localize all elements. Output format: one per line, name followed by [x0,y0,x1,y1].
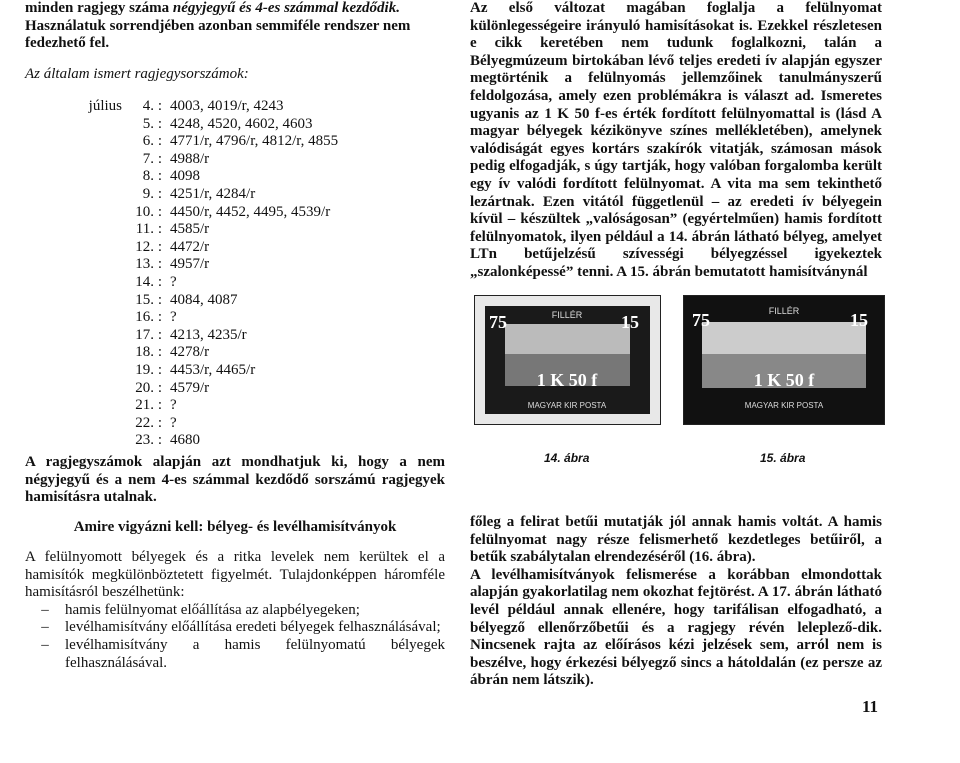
serial-values: 4098 [170,168,200,185]
list-item: 23. : 4680 [80,432,338,450]
intro-line-1b: négyjegyű és 4-es számmal kezdődik. [172,0,400,16]
day-label: 5. [142,115,154,132]
intro-line-3: fedezhető fel. [25,35,110,52]
list-item: 15. : 4084, 4087 [80,292,338,310]
list-item: 20. : 4579/r [80,380,338,398]
serial-values: 4771/r, 4796/r, 4812/r, 4855 [170,133,339,150]
figure-15-label: 15. ábra [760,451,806,465]
stamp-corner-left: 75 [489,312,507,332]
serial-values: ? [170,397,177,414]
month-label [80,256,122,274]
serial-values: 4248, 4520, 4602, 4603 [170,115,313,132]
serial-values: 4472/r [170,238,210,255]
list-item: 19. : 4453/r, 4465/r [80,362,338,380]
month-label [80,380,122,398]
serial-values: 4278/r [170,344,210,361]
serial-values: 4680 [170,432,200,449]
serial-values: ? [170,414,177,431]
stamp-corner-right: 15 [850,310,868,330]
stamp-value: 1 K 50 f [536,370,598,390]
list-item: 18. : 4278/r [80,344,338,362]
stamp-corner-right: 15 [621,312,639,332]
list-item-text: levélhamisítvány a hamis felülnyomatú bélyegek felhasználásával. [65,636,445,671]
list-item: – levélhamisítvány a hamis felülnyomatú bélyegek felhasználásával. [41,636,445,671]
list-item-text: hamis felülnyomat előállítása az alapbélyegeken; [65,601,360,618]
day-label: 7. [142,150,154,167]
month-label [80,292,122,310]
day-label: 8. [142,168,154,185]
list-item: július 4. : 4003, 4019/r, 4243 [80,98,338,116]
list-item: 11. : 4585/r [80,221,338,239]
list-item: 14. : ? [80,274,338,292]
day-label: 19. [135,361,154,378]
stamp-bottom-text: MAGYAR KIR POSTA [744,401,824,410]
month-label [80,362,122,380]
list-heading: Az általam ismert ragjegysorszámok: [25,66,249,82]
list-item: 13. : 4957/r [80,256,338,274]
serial-values: 4988/r [170,150,210,167]
stamp-value: 1 K 50 f [753,370,815,390]
serial-values: ? [170,309,177,326]
day-label: 10. [135,203,154,220]
right-paragraph-3: A levélhamisítványok felismerése a korábban elmondottak alapján gyakorlatilag nem okozhat fejtörést. A 17. ábrán látható levél például annak ellenére, hogy tarifálisan elfogadható, a bélyegző ellenőrzőbetűi és a ragjegy révén leleplező-dik. Nincsenek rajta az előírásos kézi jelzések sem, arról nem is beszélve, hogy érkezési bélyegző sincs a hátoldalán (ez persze az ábrán nem látszik). [470,566,882,689]
list-item-text: levélhamisítvány előállítása eredeti bélyegek felhasználásával; [65,619,441,636]
day-label: 12. [135,238,154,255]
month-label [80,432,122,450]
intro-paragraph [25,0,445,53]
stamp-top-text: FILLÉR [768,306,800,316]
list-item: 16. : ? [80,309,338,327]
serial-values: 4213, 4235/r [170,326,247,343]
day-label: 23. [135,432,154,449]
list-item: – levélhamisítvány előállítása eredeti bélyegek felhasználásával; [25,619,445,637]
list-item: 22. : ? [80,415,338,433]
month-label [80,221,122,239]
stamp-bottom-text: MAGYAR KIR POSTA [527,401,607,410]
list-item: 5. : 4248, 4520, 4602, 4603 [80,116,338,134]
left-column [25,0,445,53]
serial-values: 4579/r [170,379,210,396]
serial-number-list [80,98,338,450]
month-label [80,151,122,169]
day-label: 9. [142,185,154,202]
month-label [80,274,122,292]
day-label: 16. [135,309,154,326]
serial-values: 4251/r, 4284/r [170,185,256,202]
list-item: 10. : 4450/r, 4452, 4495, 4539/r [80,204,338,222]
month-label [80,239,122,257]
serial-values: 4453/r, 4465/r [170,361,256,378]
month-label [80,204,122,222]
day-label: 15. [135,291,154,308]
right-lower [470,514,882,690]
month-label [80,116,122,134]
month-label [80,327,122,345]
section-body [25,549,445,672]
day-label: 17. [135,326,154,343]
stamp-top-text: FILLÉR [551,310,583,320]
section-title: Amire vigyázni kell: bélyeg- és levélhamisítványok [73,519,397,535]
serial-values: 4585/r [170,221,210,238]
serial-values: ? [170,273,177,290]
list-item: – hamis felülnyomat előállítása az alapbélyegeken; [25,602,445,620]
stamp-figure-15 [683,295,885,425]
list-item: 6. : 4771/r, 4796/r, 4812/r, 4855 [80,133,338,151]
month-label [80,309,122,327]
serial-values: 4957/r [170,256,210,273]
month-label [80,186,122,204]
list-item: 7. : 4988/r [80,151,338,169]
day-label: 20. [135,379,154,396]
day-label: 18. [135,344,154,361]
list-item: 17. : 4213, 4235/r [80,327,338,345]
month-label [80,397,122,415]
serial-values: 4084, 4087 [170,291,238,308]
day-label: 21. [135,397,154,414]
day-label: 4. [142,98,154,114]
month-label [80,415,122,433]
serial-values: 4003, 4019/r, 4243 [170,98,284,114]
section-paragraph: A felülnyomott bélyegek és a ritka levelek nem kerültek el a hamisítók megkülönböztetett figyelmét. Tulajdonképpen háromféle hamisításról beszélhetünk: [25,549,445,601]
stamp-corner-left: 75 [692,310,710,330]
conclusion-paragraph [25,454,445,507]
day-label: 22. [135,414,154,431]
right-column [470,0,882,282]
list-item: 8. : 4098 [80,168,338,186]
stamp-figure-14 [474,295,661,425]
list-item: 21. : ? [80,397,338,415]
day-label: 13. [135,256,154,273]
conclusion-text: A ragjegyszámok alapján azt mondhatjuk ki, hogy a nem négyjegyű és a nem 4-es számmal kezdődő sorszámú ragjegyek hamisításra utalnak. [25,454,445,506]
page-number: 11 [861,697,878,716]
serial-values: 4450/r, 4452, 4495, 4539/r [170,203,331,220]
day-label: 14. [135,273,154,290]
month-label [80,133,122,151]
month-label: július [88,98,122,114]
list-item: 12. : 4472/r [80,239,338,257]
month-label [80,344,122,362]
intro-line-2: Használatuk sorrendjében azonban semmiféle rendszer nem [25,17,411,34]
list-item: 9. : 4251/r, 4284/r [80,186,338,204]
day-label: 11. [135,221,154,238]
right-paragraph-2: főleg a felirat betűi mutatják jól annak hamis voltát. A hamis felülnyomat nagy része felismerhető kezdetleges betűiről, a betűk szabálytalan elrendezéséről (16. ábra). [470,514,882,566]
month-label [80,168,122,186]
figure-14-label: 14. ábra [544,451,590,465]
right-paragraph-1: Az első változat magában foglalja a felülnyomat különlegességeire irányuló hamisításokat is. Ezekkel részletesen e cikk keretében nem tudunk foglalkozni, talán a Bélyegmúzeum birtokában lévő teljes eredeti ív alapján egyszer megtörténik a felülnyomás jellemzőinek tanulmányszerű feldolgozása, amely ezen problémákra is választ ad. Ismeretes ugyanis az 1 K 50 f-es érték fordított felülnyomattal is (lásd A magyar bélyegek kézikönyve színes mellékletében), amelynek valódiságát egyes kortárs szakírók vitatják, számosan mások pedig elfogadják, s úgy tartják, hogy valóban forgalomba került egy ív valódi fordított felülnyomat. A vita ma sem tekinthető lezártnak. Ezen vitától függetlenül – az eredeti ív bélyegein kívül – készültek „valóságosan” (egyértelműen) hamis fordított felülnyomatok, ilyen például a 14. ábrán látható bélyeg, amelyet LTn betűjelzésű szívességi bélyegzéssel igyekeztek „szalonképessé” tenni. A 15. ábrán bemutatott hamisítványnál [470,0,882,280]
intro-line-1a: minden ragjegy száma [25,0,173,16]
day-label: 6. [142,133,154,150]
